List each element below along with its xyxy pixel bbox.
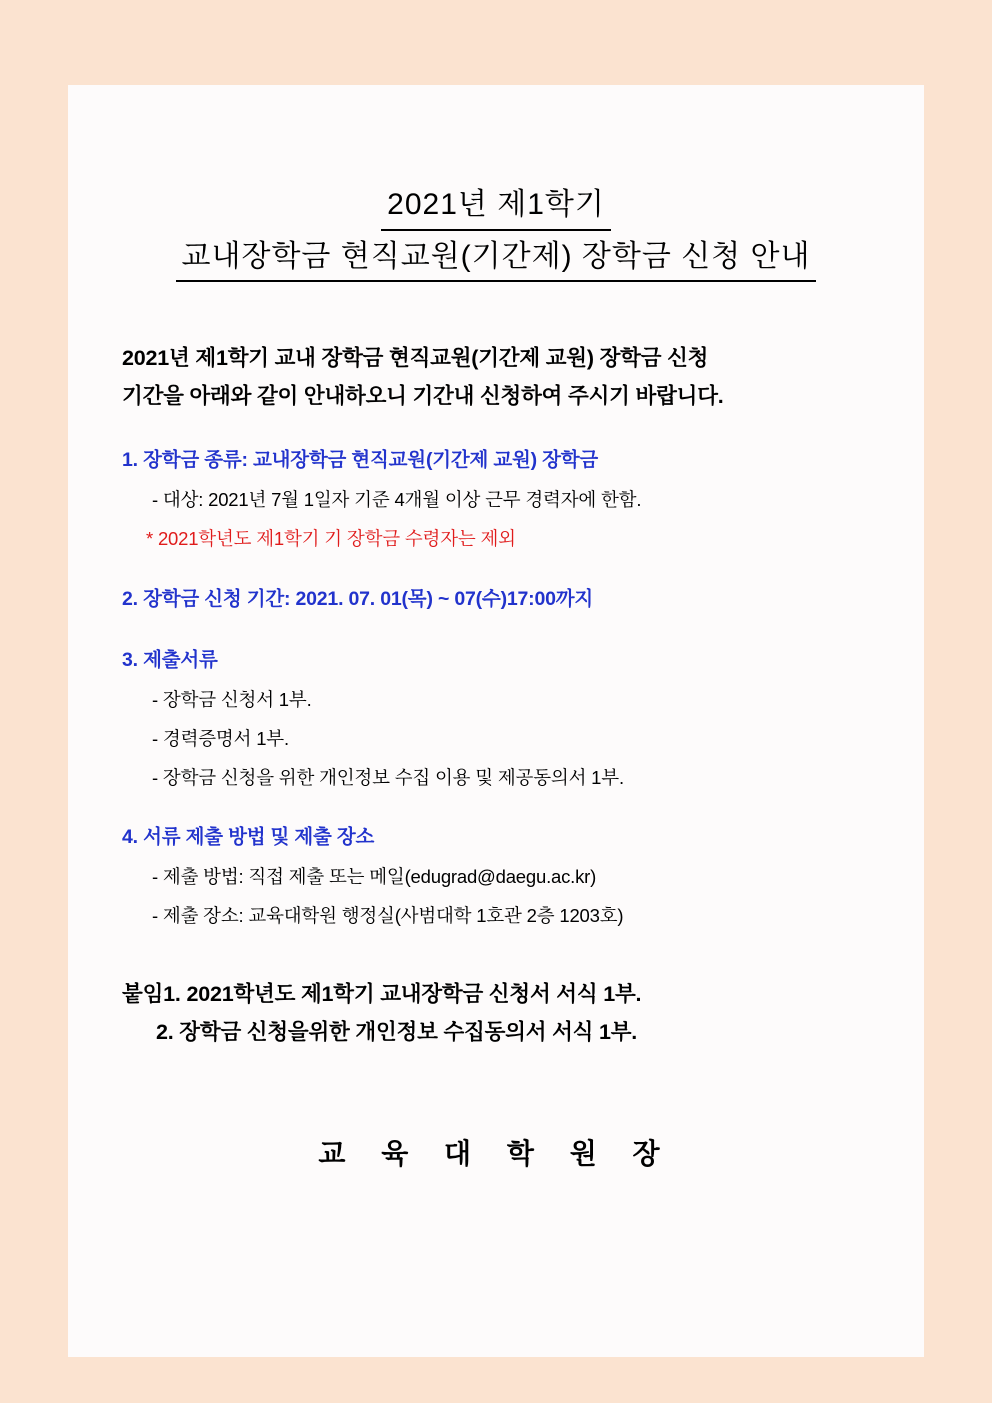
section-submission-method (122, 822, 870, 931)
attachment-list (122, 975, 870, 1052)
section-item: - 대상: 2021년 7월 1일자 기준 4개월 이상 근무 경력자에 한함. (152, 489, 642, 511)
title-line-1: 2021년 제1학기 (381, 185, 611, 231)
document-title (68, 85, 924, 282)
section-item: - 경력증명서 1부. (152, 727, 289, 749)
document-body (68, 340, 924, 1172)
section-required-documents (122, 645, 870, 792)
intro-paragraph (122, 340, 870, 415)
section-heading: 3. 제출서류 (122, 648, 218, 671)
section-application-period (122, 584, 870, 615)
title-line-2-wrap (68, 231, 924, 283)
intro-line-1: 2021년 제1학기 교내 장학금 현직교원(기간제 교원) 장학금 신청 (122, 346, 709, 370)
section-scholarship-type (122, 445, 870, 554)
section-item: - 장학금 신청을 위한 개인정보 수집 이용 및 제공동의서 1부. (152, 766, 624, 788)
attachment-line-1: 붙임1. 2021학년도 제1학기 교내장학금 신청서 서식 1부. (122, 981, 642, 1006)
section-item: - 장학금 신청서 1부. (152, 689, 312, 711)
section-item: - 제출 방법: 직접 제출 또는 메일(edugrad@daegu.ac.kr) (152, 866, 597, 888)
attachment-line-2: 2. 장학금 신청을위한 개인정보 수집동의서 서식 1부. (156, 1020, 638, 1045)
intro-line-2: 기간을 아래와 같이 안내하오니 기간내 신청하여 주시기 바랍니다. (122, 383, 724, 408)
title-line-2: 교내장학금 현직교원(기간제) 장학금 신청 안내 (176, 237, 817, 283)
section-heading: 4. 서류 제출 방법 및 제출 장소 (122, 826, 375, 849)
document-page (68, 85, 924, 1357)
section-heading: 1. 장학금 종류: 교내장학금 현직교원(기간제 교원) 장학금 (122, 449, 599, 472)
section-heading: 2. 장학금 신청 기간: 2021. 07. 01(목) ~ 07(수)17:00까지 (122, 587, 594, 610)
title-line-1-wrap (68, 185, 924, 231)
section-item-note: * 2021학년도 제1학기 기 장학금 수령자는 제외 (146, 528, 516, 550)
issuer-signature: 교 육 대 학 원 장 (318, 1138, 674, 1170)
section-item: - 제출 장소: 교육대학원 행정실(사범대학 1호관 2층 1203호) (152, 905, 624, 927)
